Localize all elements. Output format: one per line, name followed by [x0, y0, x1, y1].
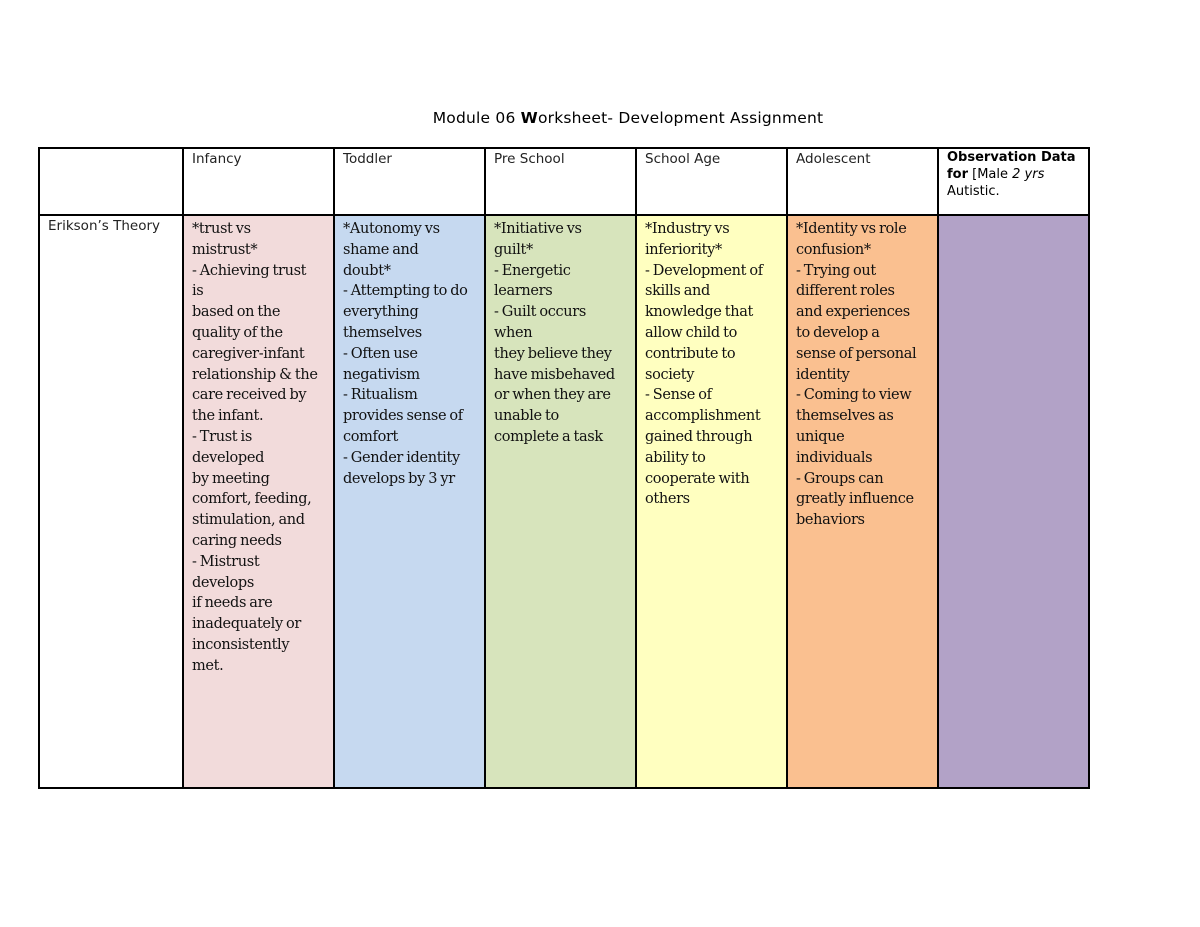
cell-line: greatly influence [796, 491, 914, 508]
cell-line: *Initiative vs [494, 221, 582, 237]
cell-line: quality of the [192, 324, 283, 341]
cell-school-age [636, 215, 787, 788]
header-observation: Observation Data for [Male 2 yrs Autistic. [938, 148, 1089, 215]
cell-line: provides sense of [343, 408, 463, 425]
cell-line: - Trying out [796, 262, 876, 279]
row-label: Erikson’s Theory [39, 215, 183, 788]
cell-line: care received by [192, 387, 307, 404]
cell-line: guilt* [494, 241, 533, 258]
cell-line: - Achieving trust [192, 262, 307, 279]
cell-line: or when they are [494, 387, 611, 404]
cell-line: sense of personal [796, 345, 917, 362]
header-school-age: School Age [636, 148, 787, 215]
cell-line: - Gender identity [343, 449, 460, 466]
cell-adolescent [787, 215, 938, 788]
cell-line: develops by 3 yr [343, 470, 455, 487]
cell-line: cooperate with [645, 470, 750, 487]
cell-line: by meeting [192, 470, 270, 487]
cell-line: allow child to [645, 324, 737, 341]
cell-line: identity [796, 366, 850, 383]
cell-line: everything [343, 304, 419, 321]
cell-line: negativism [343, 366, 420, 383]
cell-line: *Identity vs role [796, 221, 907, 237]
cell-line: - Guilt occurs [494, 304, 586, 321]
header-adolescent: Adolescent [787, 148, 938, 215]
cell-line: - Energetic [494, 262, 571, 279]
cell-line: develops [192, 574, 254, 591]
cell-line: inconsistently [192, 636, 290, 653]
cell-line: behaviors [796, 512, 865, 529]
cell-line: - Coming to view [796, 387, 912, 404]
cell-line: learners [494, 283, 553, 300]
cell-line: - Attempting to do [343, 283, 468, 300]
cell-line: mistrust* [192, 241, 258, 258]
cell-line: stimulation, and [192, 512, 305, 529]
cell-line: ability to [645, 449, 706, 466]
cell-line: comfort [343, 428, 399, 445]
cell-line: have misbehaved [494, 366, 615, 383]
cell-line: is [192, 283, 204, 300]
erikson-row [39, 215, 1089, 788]
cell-line: they believe they [494, 345, 612, 362]
cell-line: different roles [796, 283, 895, 300]
cell-line: - Ritualism [343, 387, 418, 404]
cell-line: relationship & the [192, 366, 318, 383]
cell-line: to develop a [796, 324, 880, 341]
cell-line: developed [192, 449, 264, 466]
cell-line: - Sense of [645, 387, 712, 404]
cell-line: themselves as [796, 408, 894, 425]
cell-line: - Groups can [796, 470, 884, 487]
cell-line: themselves [343, 324, 422, 341]
cell-line: knowledge that [645, 304, 753, 321]
cell-line: complete a task [494, 428, 603, 445]
cell-line: society [645, 366, 695, 383]
cell-line: caring needs [192, 532, 282, 549]
cell-line: the infant. [192, 408, 264, 425]
development-table [38, 147, 1090, 789]
cell-line: *Industry vs [645, 221, 730, 237]
cell-line: inadequately or [192, 616, 302, 633]
cell-line: confusion* [796, 241, 871, 258]
cell-line: *Autonomy vs [343, 221, 440, 237]
header-row [39, 148, 1089, 215]
cell-line: skills and [645, 283, 710, 300]
cell-line: others [645, 491, 690, 508]
cell-line: inferiority* [645, 241, 722, 258]
cell-line: contribute to [645, 345, 736, 362]
cell-line: unique [796, 428, 845, 445]
page-title: Module 06 Worksheet- Development Assignment [432, 109, 824, 127]
cell-line: - Mistrust [192, 553, 260, 570]
cell-line: *trust vs [192, 221, 251, 237]
cell-line: when [494, 324, 533, 341]
header-infancy: Infancy [183, 148, 334, 215]
header-preschool: Pre School [485, 148, 636, 215]
cell-line: doubt* [343, 262, 391, 279]
cell-toddler [334, 215, 485, 788]
cell-line: - Trust is [192, 428, 252, 445]
corner-cell [39, 148, 183, 215]
cell-line: caregiver-infant [192, 345, 305, 362]
cell-line: if needs are [192, 595, 273, 612]
cell-preschool [485, 215, 636, 788]
cell-line: and experiences [796, 304, 910, 321]
cell-line: met. [192, 657, 224, 674]
cell-observation [938, 215, 1089, 788]
cell-infancy [183, 215, 334, 788]
cell-line: unable to [494, 408, 559, 425]
cell-line: individuals [796, 449, 873, 466]
cell-line: - Development of [645, 262, 763, 279]
cell-line: accomplishment [645, 408, 761, 425]
cell-line: comfort, feeding, [192, 491, 312, 508]
cell-line: - Often use [343, 345, 418, 362]
cell-line: gained through [645, 428, 753, 445]
cell-line: shame and [343, 241, 419, 258]
header-toddler: Toddler [334, 148, 485, 215]
cell-line: based on the [192, 304, 281, 321]
